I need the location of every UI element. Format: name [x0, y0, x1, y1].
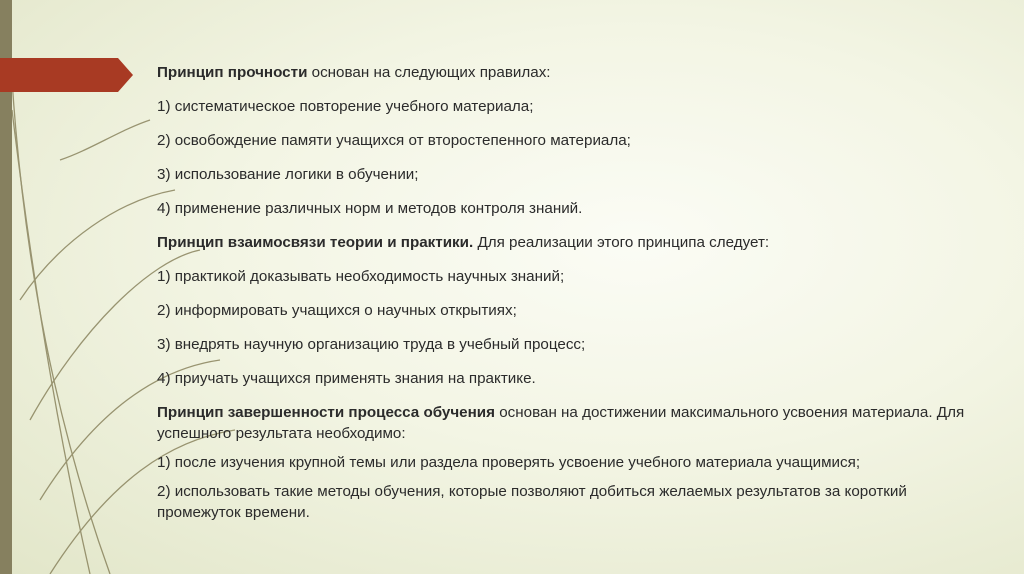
paragraph-completeness-intro: [157, 402, 987, 452]
list-item: 4) применение различных норм и методов контроля знаний.: [157, 200, 583, 217]
intro-text: Для реализации этого принципа следует:: [473, 234, 770, 251]
list-item: 1) систематическое повторение учебного материала;: [157, 98, 534, 115]
list-item: 3) внедрять научную организацию труда в учебный процесс;: [157, 336, 586, 353]
intro-text: основан на следующих правилах:: [307, 64, 551, 81]
slide-content: [157, 62, 987, 531]
red-arrow-tab: [0, 58, 133, 92]
heading-theory-practice: Принцип взаимосвязи теории и практики.: [157, 234, 474, 251]
list-item: 2) информировать учащихся о научных открытиях;: [157, 302, 517, 319]
intro-text: основан на достижении максимального усвоения материала. Для успешного результата необходимо:: [157, 404, 965, 442]
paragraph-strength-intro: [157, 62, 987, 96]
list-item: 2) использовать такие методы обучения, которые позволяют добиться желаемых результатов за короткий промежуток времени.: [157, 483, 907, 521]
heading-strength: Принцип прочности: [157, 64, 308, 81]
paragraph-theory-practice-intro: [157, 232, 987, 266]
list-item: 3) использование логики в обучении;: [157, 166, 419, 183]
list-item: 4) приучать учащихся применять знания на практике.: [157, 370, 536, 387]
list-item: 2) освобождение памяти учащихся от второстепенного материала;: [157, 132, 631, 149]
list-item: 1) практикой доказывать необходимость научных знаний;: [157, 268, 565, 285]
heading-completeness: Принцип завершенности процесса обучения: [157, 404, 495, 421]
list-item: 1) после изучения крупной темы или раздела проверять усвоение учебного материала учащимися;: [157, 454, 861, 471]
